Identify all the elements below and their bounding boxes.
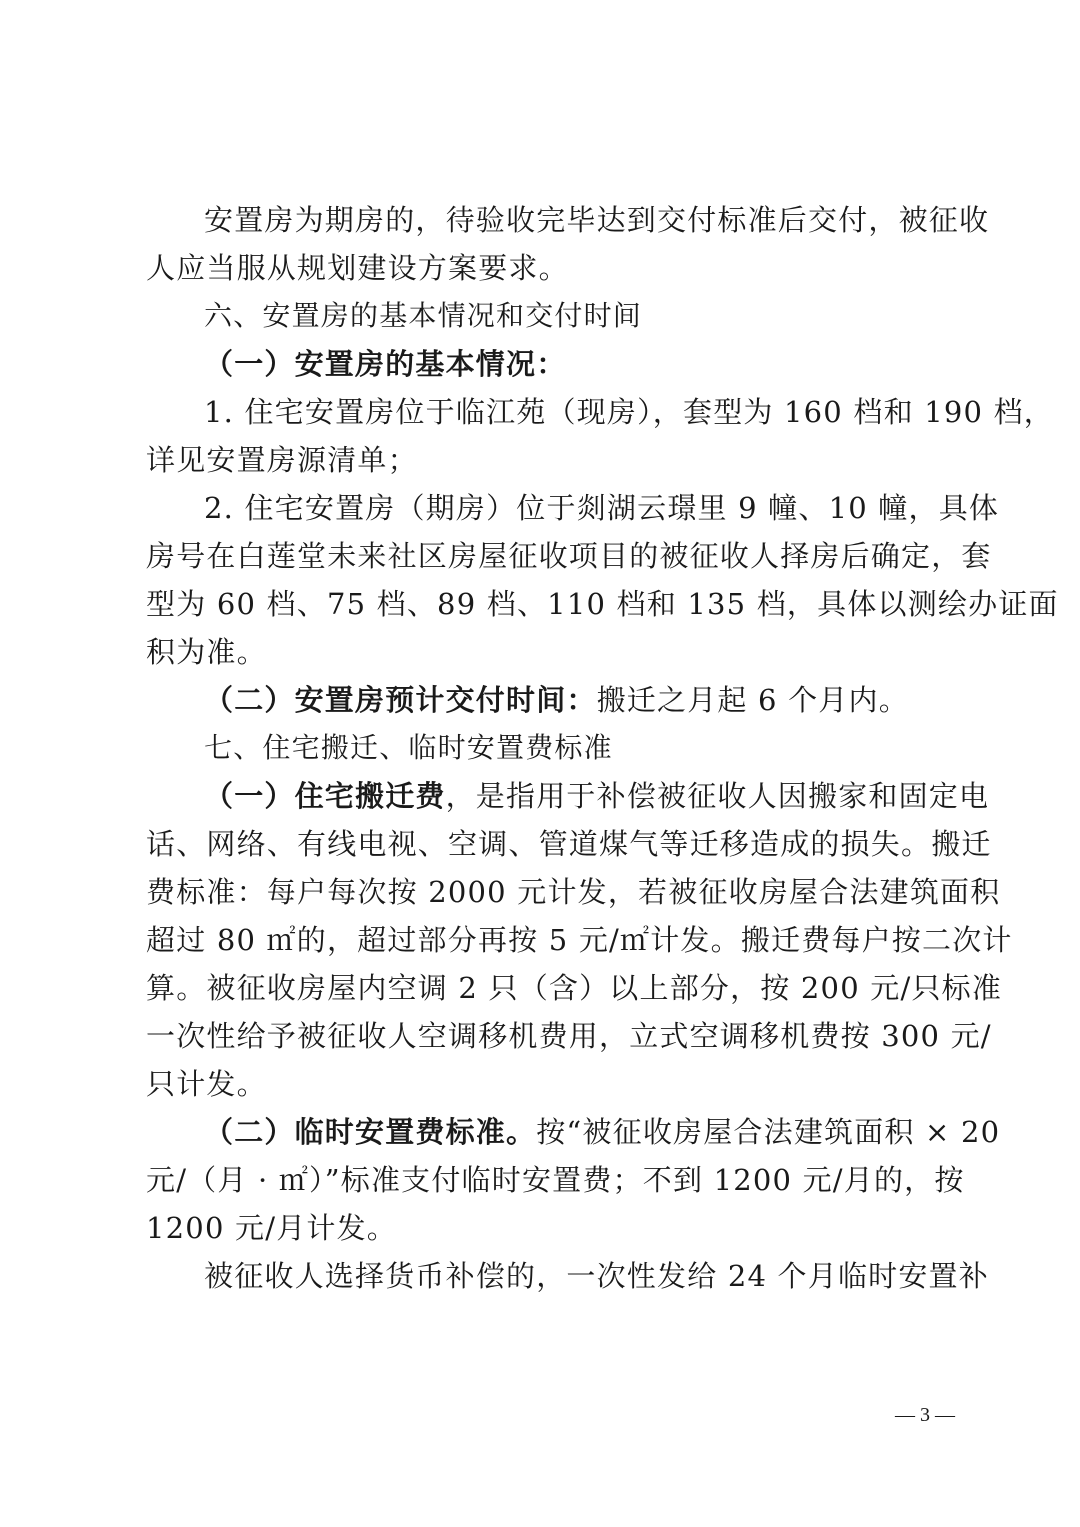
subheading-7-2-row — [146, 1108, 1001, 1156]
paragraph-line: 房号在白莲堂未来社区房屋征收项目的被征收人择房后确定，套 — [146, 539, 992, 573]
subheading-6-2-text: 搬迁之月起 6 个月内。 — [596, 683, 909, 717]
document-body — [146, 196, 1059, 1300]
paragraph-line: 1. 住宅安置房位于临江苑（现房），套型为 160 档和 190 档， — [204, 395, 1054, 429]
subheading-7-1: （一）住宅搬迁费 — [204, 779, 446, 813]
paragraph-line: 被征收人选择货币补偿的，一次性发给 24 个月临时安置补 — [204, 1259, 989, 1293]
paragraph-line: 人应当服从规划建设方案要求。 — [146, 251, 569, 285]
subheading-7-1-text: ，是指用于补偿被征收人因搬家和固定电 — [445, 779, 990, 813]
page-number: — 3 — — [895, 1404, 955, 1426]
subheading-6-1: （一）安置房的基本情况： — [204, 347, 567, 381]
subheading-6-2: （二）安置房预计交付时间： — [204, 683, 597, 717]
section-heading-6: 六、安置房的基本情况和交付时间 — [204, 299, 643, 332]
paragraph-line: 积为准。 — [146, 635, 267, 669]
subheading-6-2-row — [146, 676, 946, 724]
section-heading-7: 七、住宅搬迁、临时安置费标准 — [204, 731, 613, 764]
paragraph-line: 1200 元/月计发。 — [146, 1211, 397, 1245]
paragraph-line: 话、网络、有线电视、空调、管道煤气等迁移造成的损失。搬迁 — [146, 827, 992, 861]
paragraph-line: 一次性给予被征收人空调移机费用，立式空调移机费按 300 元/ — [146, 1019, 992, 1053]
paragraph-line: 费标准：每户每次按 2000 元计发，若被征收房屋合法建筑面积 — [146, 875, 1001, 909]
paragraph-line: 2. 住宅安置房（期房）位于剡湖云璟里 9 幢、10 幢，具体 — [204, 491, 1000, 525]
paragraph-line: 安置房为期房的，待验收完毕达到交付标准后交付，被征收 — [204, 203, 990, 237]
paragraph-line: 算。被征收房屋内空调 2 只（含）以上部分，按 200 元/只标准 — [146, 971, 1003, 1005]
paragraph-line: 超过 80 ㎡的，超过部分再按 5 元/㎡计发。搬迁费每户按二次计 — [146, 923, 1013, 957]
paragraph-line: 详见安置房源清单； — [146, 443, 418, 477]
subheading-7-2-text: 按“被征收房屋合法建筑面积 × 20 — [536, 1115, 1001, 1149]
paragraph-line: 型为 60 档、75 档、89 档、110 档和 135 档，具体以测绘办证面 — [146, 587, 1059, 621]
subheading-7-1-row — [146, 772, 990, 820]
paragraph-line: 元/（月 · ㎡）”标准支付临时安置费；不到 1200 元/月的，按 — [146, 1163, 965, 1197]
paragraph-line: 只计发。 — [146, 1067, 267, 1101]
subheading-7-2: （二）临时安置费标准。 — [204, 1115, 537, 1149]
